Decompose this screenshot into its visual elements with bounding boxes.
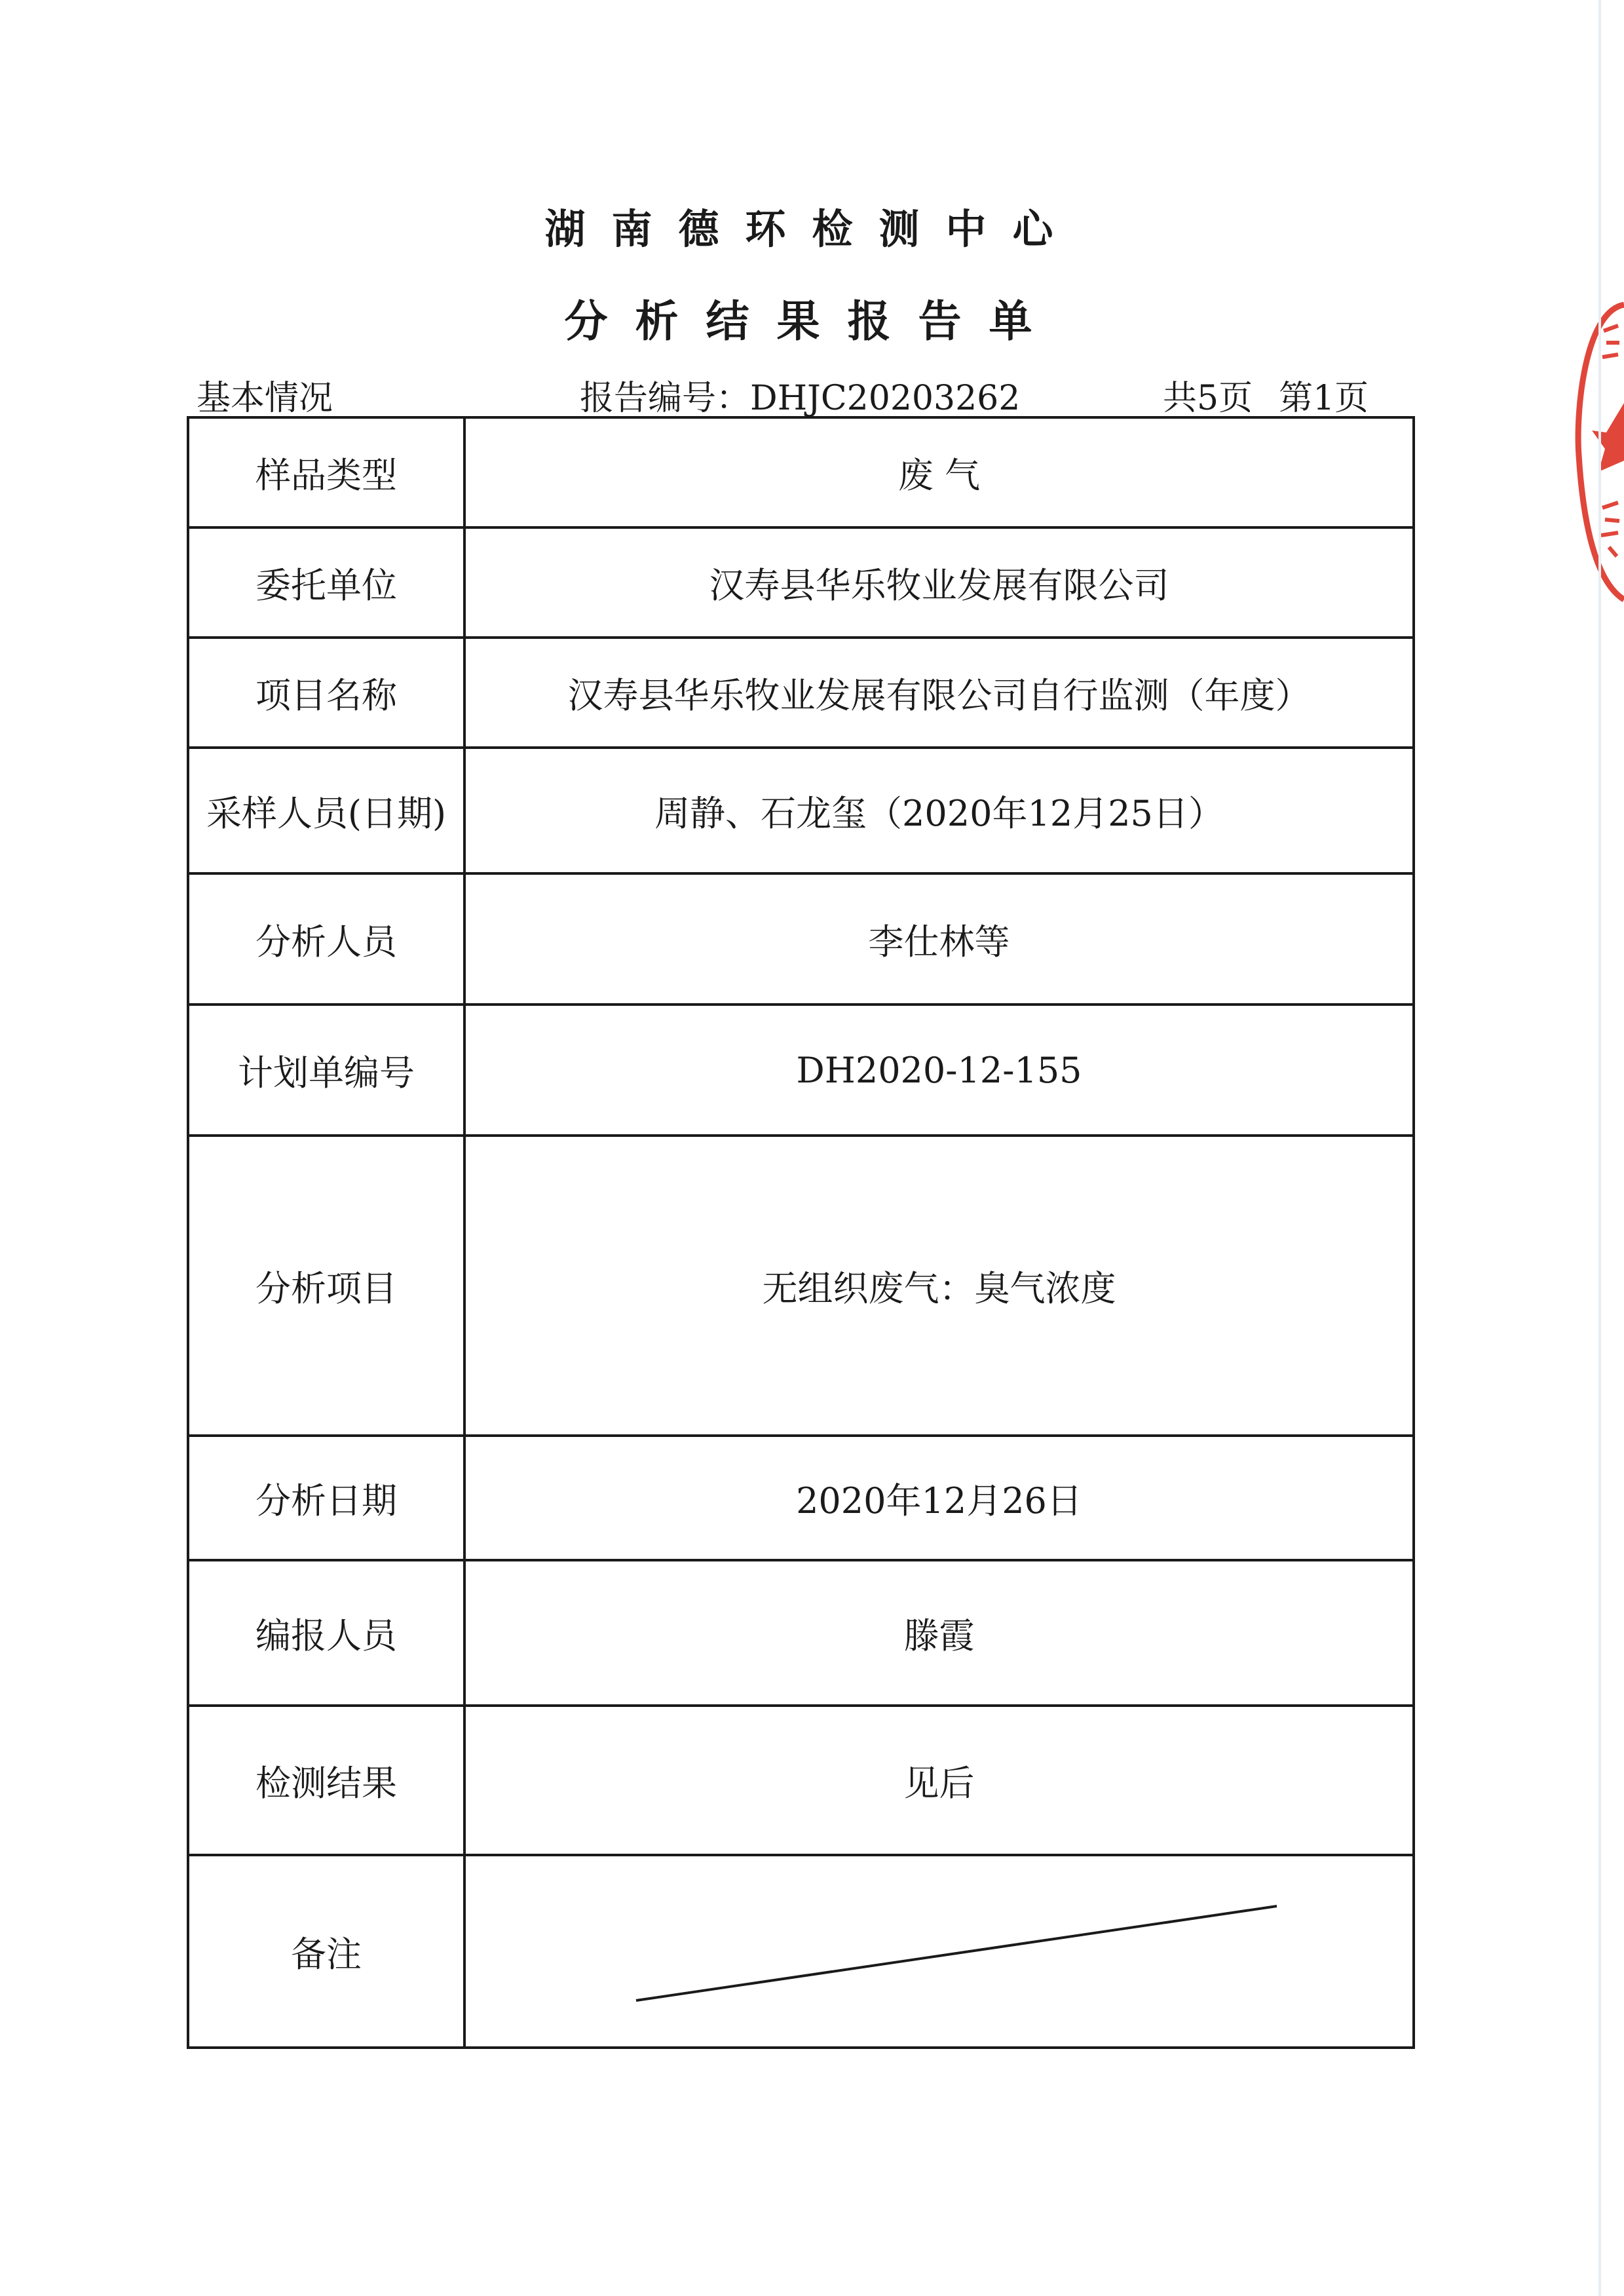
row-value-sample-type: 废 气 [464, 417, 1414, 527]
table-row [188, 873, 1414, 1004]
row-value-analysts: 李仕林等 [464, 873, 1414, 1004]
row-value-samplers: 周静、石龙玺（2020年12月25日） [464, 748, 1414, 873]
row-value-reporter: 滕霞 [464, 1560, 1414, 1706]
table-row [188, 1560, 1414, 1706]
row-label-reporter: 编报人员 [188, 1560, 464, 1706]
section-label: 基本情况 [197, 379, 333, 418]
remarks-strike-line [466, 1856, 1420, 2049]
row-label-sample-type: 样品类型 [188, 417, 464, 527]
row-value-project-name: 汉寿县华乐牧业发展有限公司自行监测（年度） [464, 638, 1414, 748]
table-row [188, 1855, 1414, 2048]
table-row [188, 1136, 1414, 1436]
row-label-test-result: 检测结果 [188, 1706, 464, 1855]
table-row [188, 748, 1414, 873]
row-value-analysis-date: 2020年12月26日 [464, 1436, 1414, 1560]
organization-title: 湖南德环检测中心 [544, 205, 1080, 253]
row-value-test-result: 见后 [464, 1706, 1414, 1855]
table-row [188, 1706, 1414, 1855]
table-row [188, 1004, 1414, 1136]
row-value-analysis-items: 无组织废气：臭气浓度 [464, 1136, 1414, 1436]
current-page: 第1页 [1279, 379, 1369, 418]
row-label-plan-number: 计划单编号 [188, 1004, 464, 1136]
report-number: 报告编号：DHJC20203262 [580, 379, 1021, 418]
document-title: 分析结果报告单 [564, 296, 1060, 347]
row-value-remarks [464, 1855, 1414, 2048]
total-pages: 共5页 [1163, 379, 1253, 418]
table-row [188, 527, 1414, 638]
table-row [188, 638, 1414, 748]
row-label-project-name: 项目名称 [188, 638, 464, 748]
row-label-analysis-items: 分析项目 [188, 1136, 464, 1436]
row-label-remarks: 备注 [188, 1855, 464, 2048]
row-value-plan-number: DH2020-12-155 [464, 1004, 1414, 1136]
table-row [188, 1436, 1414, 1560]
row-label-samplers: 采样人员(日期) [188, 748, 464, 873]
row-label-analysis-date: 分析日期 [188, 1436, 464, 1560]
row-label-client: 委托单位 [188, 527, 464, 638]
report-table [187, 416, 1415, 2049]
page-edge [1598, 0, 1601, 2296]
table-row [188, 417, 1414, 527]
row-label-analysts: 分析人员 [188, 873, 464, 1004]
row-value-client: 汉寿县华乐牧业发展有限公司 [464, 527, 1414, 638]
page-indicator [1163, 370, 1395, 419]
